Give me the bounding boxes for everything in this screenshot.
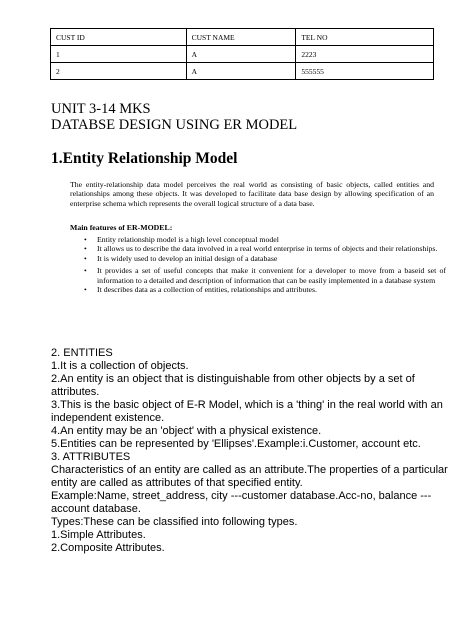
list-item: • It provides a set of useful concepts that make it convenient for a developer to move from a baseid set of information to a detailed and description of information that can be easily implemented in a database system xyxy=(97,266,446,285)
features-heading: Main features of ER-MODEL: xyxy=(70,223,173,232)
unit-subtitle: DATABSE DESIGN USING ER MODEL xyxy=(51,117,298,133)
list-item: 5.Entities can be represented by 'Ellipses'.Example:i.Customer, account etc. xyxy=(51,438,421,450)
table-cell: 2223 xyxy=(296,46,434,63)
header-cust-id: CUST ID xyxy=(51,29,187,46)
attributes-definition: Characteristics of an entity are called as an attribute.The properties of a particular entity are called as attributes of that specified entity. xyxy=(51,464,448,489)
header-tel-no: TEL NO xyxy=(296,29,434,46)
header-cust-name: CUST NAME xyxy=(186,29,296,46)
section-title-er-model: 1.Entity Relationship Model xyxy=(51,150,238,167)
list-item: 2.An entity is an object that is distinguishable from other objects by a set of attributes. xyxy=(51,373,415,398)
customer-table xyxy=(50,28,434,80)
list-item: 1.It is a collection of objects. xyxy=(51,360,189,372)
list-item: 3.This is the basic object of E-R Model, which is a 'thing' in the real world with an independent existence. xyxy=(51,399,443,424)
list-item: 4.An entity may be an 'object' with a physical existence. xyxy=(51,425,322,437)
list-item: 1.Simple Attributes. xyxy=(51,529,146,541)
table-row xyxy=(51,46,434,63)
attributes-types-intro: Types:These can be classified into following types. xyxy=(51,516,298,528)
entities-block xyxy=(51,347,451,555)
list-item: • It allows us to describe the data involved in a real world enterprise in terms of objects and their relationships. xyxy=(97,244,446,253)
features-list xyxy=(70,235,446,294)
table-cell: A xyxy=(186,63,296,80)
table-header-row xyxy=(51,29,434,46)
table-cell: A xyxy=(186,46,296,63)
unit-title: UNIT 3-14 MKS xyxy=(51,101,151,117)
attributes-heading: 3. ATTRIBUTES xyxy=(51,451,131,463)
entities-heading: 2. ENTITIES xyxy=(51,347,113,359)
list-item: • It is widely used to develop an initial design of a database xyxy=(97,254,446,263)
attributes-example: Example:Name, street_address, city ---customer database.Acc-no, balance ---account database. xyxy=(51,490,432,515)
unit-heading xyxy=(51,101,297,133)
list-item: 2.Composite Attributes. xyxy=(51,542,165,554)
table-cell: 555555 xyxy=(296,63,434,80)
er-model-paragraph: The entity-relationship data model perceives the real world as consisting of basic objects, called entities and relationships among these objects. It was developed to facilitate data base design by allowing specification of an enterprise schema which represents the overall logical structure of a data base. xyxy=(70,180,434,208)
list-item: • It describes data as a collection of entities, relationships and attributes. xyxy=(97,285,446,294)
table-row xyxy=(51,63,434,80)
list-item: • Entity relationship model is a high level conceptual model xyxy=(97,235,446,244)
table-cell: 1 xyxy=(51,46,187,63)
table-cell: 2 xyxy=(51,63,187,80)
